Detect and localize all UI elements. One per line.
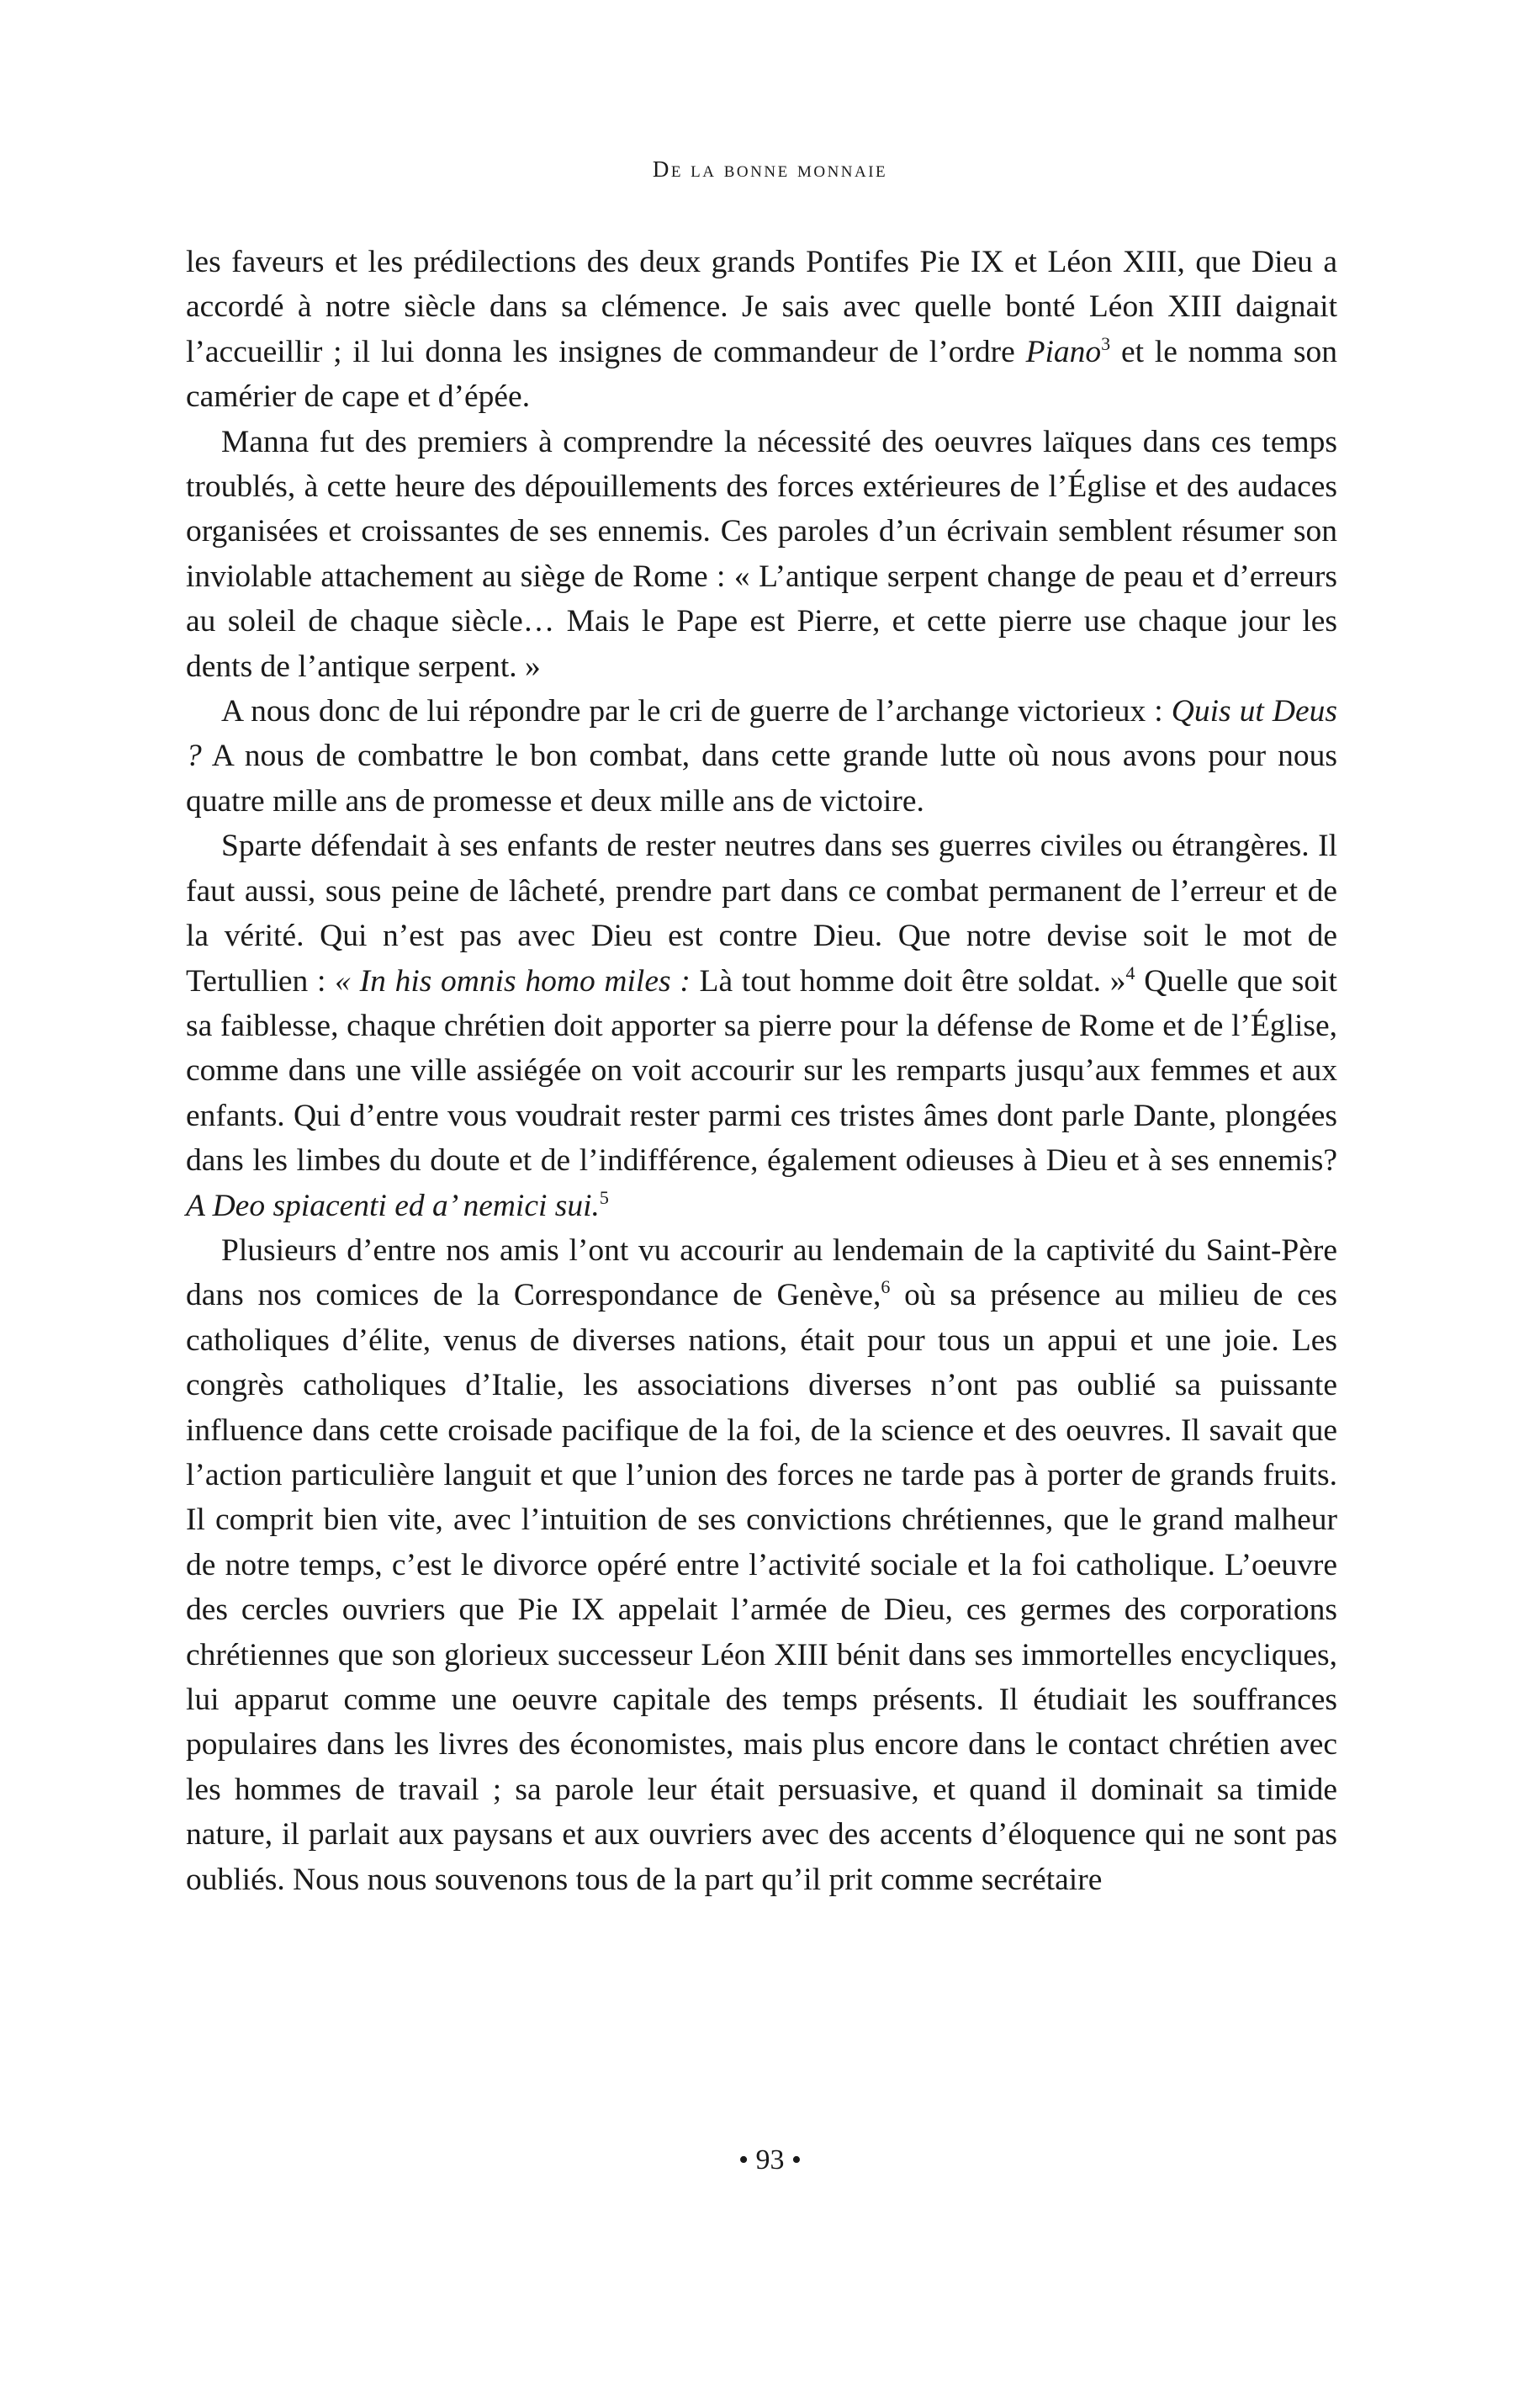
footnote-ref: 4 bbox=[1125, 962, 1135, 983]
text-run: et le nomma son camérier de cape et d’épée. bbox=[186, 334, 1337, 415]
text-run: A nous donc de lui répondre par le cri de guerre de l’archange victorieux : bbox=[221, 694, 1172, 729]
italic-text: A Deo spiacenti ed a’ nemici sui. bbox=[186, 1188, 600, 1223]
footnote-ref: 5 bbox=[599, 1186, 609, 1208]
body-text bbox=[186, 240, 1337, 1902]
text-run: Là tout homme doit être soldat. » bbox=[690, 963, 1126, 999]
paragraph bbox=[186, 689, 1337, 824]
text-run: Manna fut des premiers à comprendre la nécessité des oeuvres laïques dans ces temps troublés, à cette heure des dépouillements des forces extérieures de l’Église et des audaces organisées et croissantes de ses ennemis. Ces paroles d’un écrivain semblent résumer son inviolable attachement au siège de Rome : « L’antique serpent change de peau et d’erreurs au soleil de chaque siècle… Mais le Pape est Pierre, et cette pierre use chaque jour les dents de l’antique serpent. » bbox=[186, 424, 1337, 684]
text-run: Plusieurs d’entre nos amis l’ont vu accourir au lendemain de la captivité du Saint-Père dans nos comices de la Correspondance de Genève, bbox=[186, 1232, 1337, 1313]
running-head: De la bonne monnaie bbox=[652, 156, 888, 182]
paragraph bbox=[186, 240, 1337, 420]
italic-text: Quis ut Deus ? bbox=[186, 694, 1337, 774]
text-run: Quelle que soit sa faiblesse, chaque chrétien doit apporter sa pierre pour la défense de Rome et de l’Église, comme dans une ville assiégée on voit accourir sur les remparts jusqu’aux femmes et aux enfants. Qui d’entre vous voudrait rester parmi ces tristes âmes dont parle Dante, plongées dans les limbes du doute et de l’indifférence, également odieuses à Dieu et à ses ennemis? bbox=[186, 963, 1337, 1179]
footnote-ref: 6 bbox=[881, 1276, 891, 1298]
footnote-ref: 3 bbox=[1101, 332, 1111, 354]
text-run: où sa présence au milieu de ces catholiques d’élite, venus de diverses nations, était pour tous un appui et une joie. Les congrès catholiques d’Italie, les associations diverses n’ont pas oublié sa puissante influence dans cette croisade pacifique de la foi, de la science et des oeuvres. Il savait que l’action particulière languit et que l’union des forces ne tarde pas à porter de grands fruits. Il comprit bien vite, avec l’intuition de ses convictions chrétiennes, que le grand malheur de notre temps, c’est le divorce opéré entre l’activité sociale et la foi catholique. L’oeuvre des cercles ouvriers que Pie IX appelait l’armée de Dieu, ces germes des corporations chrétiennes que son glorieux successeur Léon XIII bénit dans ses immortelles encycliques, lui apparut comme une oeuvre capitale des temps présents. Il étudiait les souffrances populaires dans les livres des économistes, mais plus encore dans le contact chrétien avec les hommes de travail ; sa parole leur était persuasive, et quand il dominait sa timide nature, il parlait aux paysans et aux ouvriers avec des accents d’éloquence qui ne sont pas oubliés. Nous nous souvenons tous de la part qu’il prit comme secrétaire bbox=[186, 1278, 1337, 1897]
text-run: A nous de combattre le bon combat, dans cette grande lutte où nous avons pour nous quatre mille ans de promesse et deux mille ans de victoire. bbox=[186, 739, 1337, 819]
text-run: Sparte défendait à ses enfants de rester neutres dans ses guerres civiles ou étrangères. Il faut aussi, sous peine de lâcheté, prendre part dans ce combat permanent de l’erreur et de la vérité. Qui n’est pas avec Dieu est contre Dieu. Que notre devise soit le mot de Tertullien : bbox=[186, 829, 1337, 999]
text-run: les faveurs et les prédilections des deux grands Pontifes Pie IX et Léon XIII, que Dieu a accordé à notre siècle dans sa clémence. Je sais avec quelle bonté Léon XIII daignait l’accueillir ; il lui donna les insignes de commandeur de l’ordre bbox=[186, 245, 1337, 369]
italic-text: « In his omnis homo miles : bbox=[335, 963, 691, 999]
paragraph bbox=[186, 824, 1337, 1228]
italic-text: Piano bbox=[1025, 334, 1102, 369]
paragraph bbox=[186, 420, 1337, 689]
page-number: • 93 • bbox=[738, 2144, 802, 2176]
paragraph bbox=[186, 1228, 1337, 1902]
